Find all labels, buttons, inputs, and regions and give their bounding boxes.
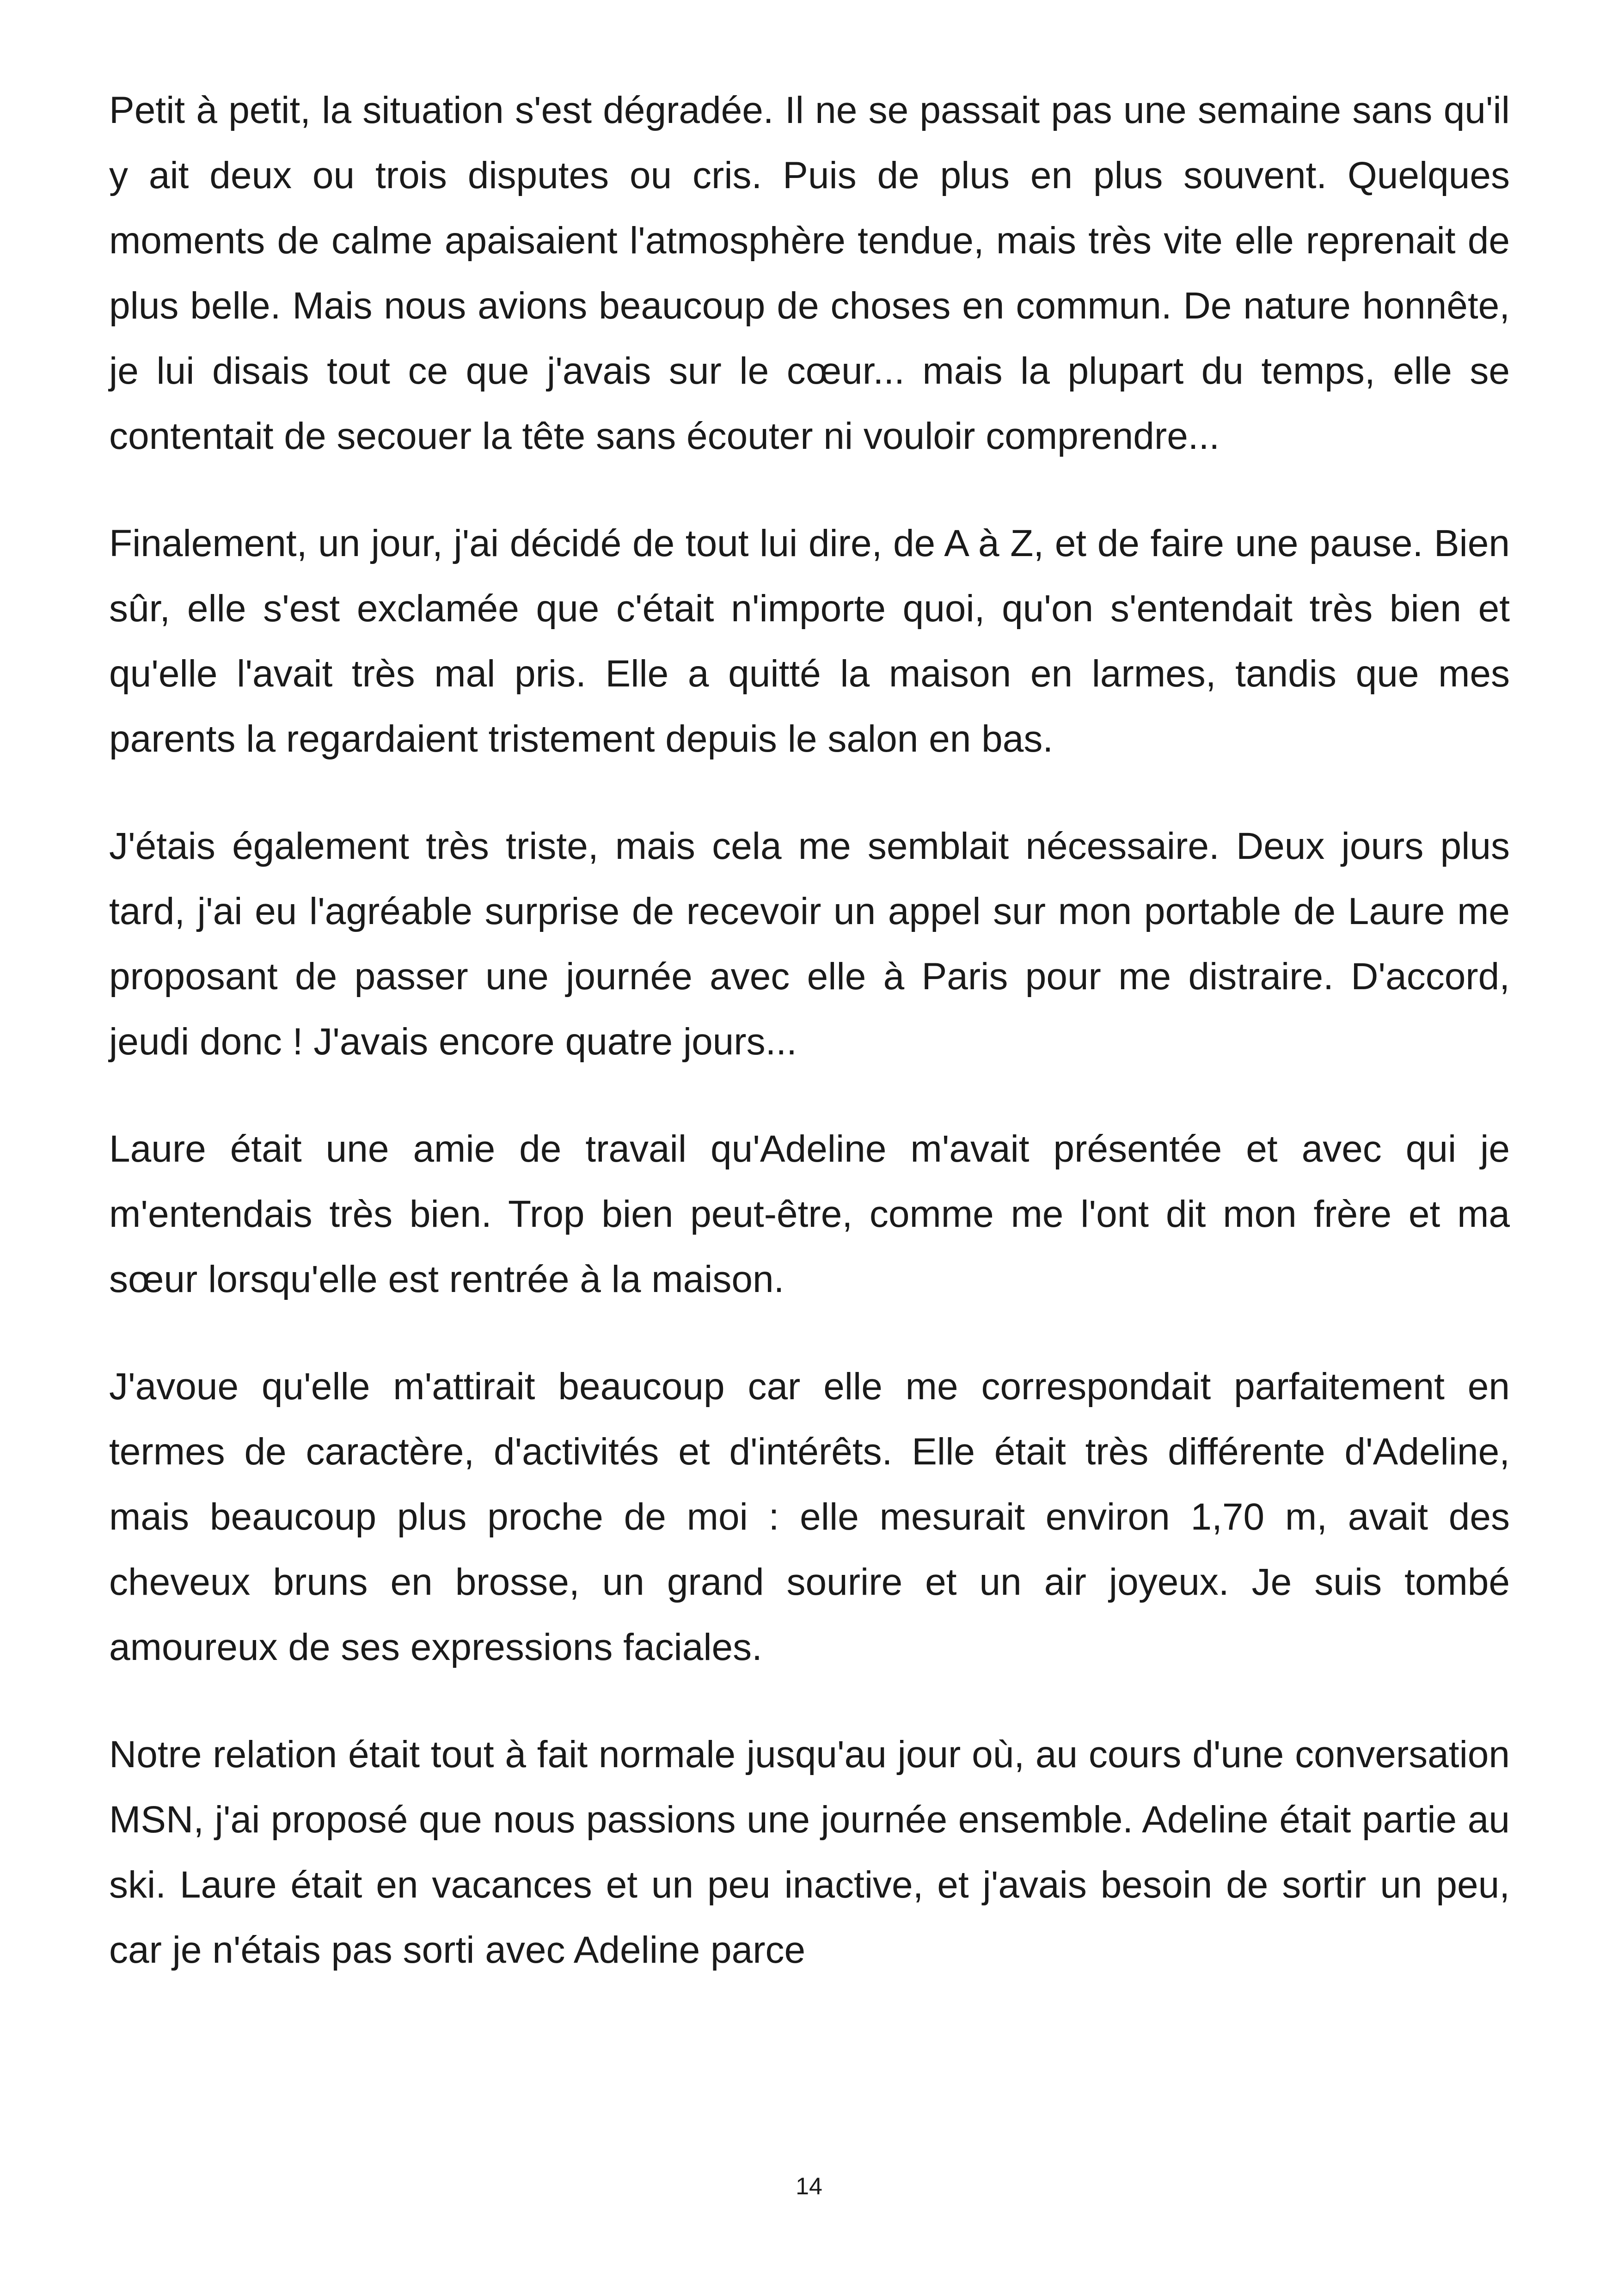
page-number: 14 [796,2173,822,2200]
paragraph-3: J'étais également très triste, mais cela me semblait nécessaire. Deux jours plus tard, j'ai eu l'agréable surprise de recevoir un appel sur mon portable de Laure me proposant de passer une journée avec elle à Paris pour me distraire. D'accord, jeudi donc ! J'avais encore quatre jours... [109,825,1510,1063]
paragraph-4: Laure était une amie de travail qu'Adeline m'avait présentée et avec qui je m'entendais très bien. Trop bien peut-être, comme me l'ont dit mon frère et ma sœur lorsqu'elle est rentrée à la maison. [109,1128,1510,1300]
paragraph-2: Finalement, un jour, j'ai décidé de tout lui dire, de A à Z, et de faire une pause. Bien sûr, elle s'est exclamée que c'était n'importe quoi, qu'on s'entendait très bien et qu'elle l'avait très mal pris. Elle a quitté la maison en larmes, tandis que mes parents la regardaient tristement depuis le salon en bas. [109,522,1510,760]
paragraph-6: Notre relation était tout à fait normale jusqu'au jour où, au cours d'une conversation MSN, j'ai proposé que nous passions une journée ensemble. Adeline était partie au ski. Laure était en vacances et un peu inactive, et j'avais besoin de sortir un peu, car je n'étais pas sorti avec Adeline parce [109,1733,1510,1971]
body-text [109,78,1510,2025]
paragraph-5: J'avoue qu'elle m'attirait beaucoup car elle me correspondait parfaitement en termes de caractère, d'activités et d'intérêts. Elle était très différente d'Adeline, mais beaucoup plus proche de moi : elle mesurait environ 1,70 m, avait des cheveux bruns en brosse, un grand sourire et un air joyeux. Je suis tombé amoureux de ses expressions faciales. [109,1365,1510,1668]
paragraph-1: Petit à petit, la situation s'est dégradée. Il ne se passait pas une semaine sans qu'il y ait deux ou trois disputes ou cris. Puis de plus en plus souvent. Quelques moments de calme apaisaient l'atmosphère tendue, mais très vite elle reprenait de plus belle. Mais nous avions beaucoup de choses en commun. De nature honnête, je lui disais tout ce que j'avais sur le cœur... mais la plupart du temps, elle se contentait de secouer la tête sans écouter ni vouloir comprendre... [109,89,1510,457]
